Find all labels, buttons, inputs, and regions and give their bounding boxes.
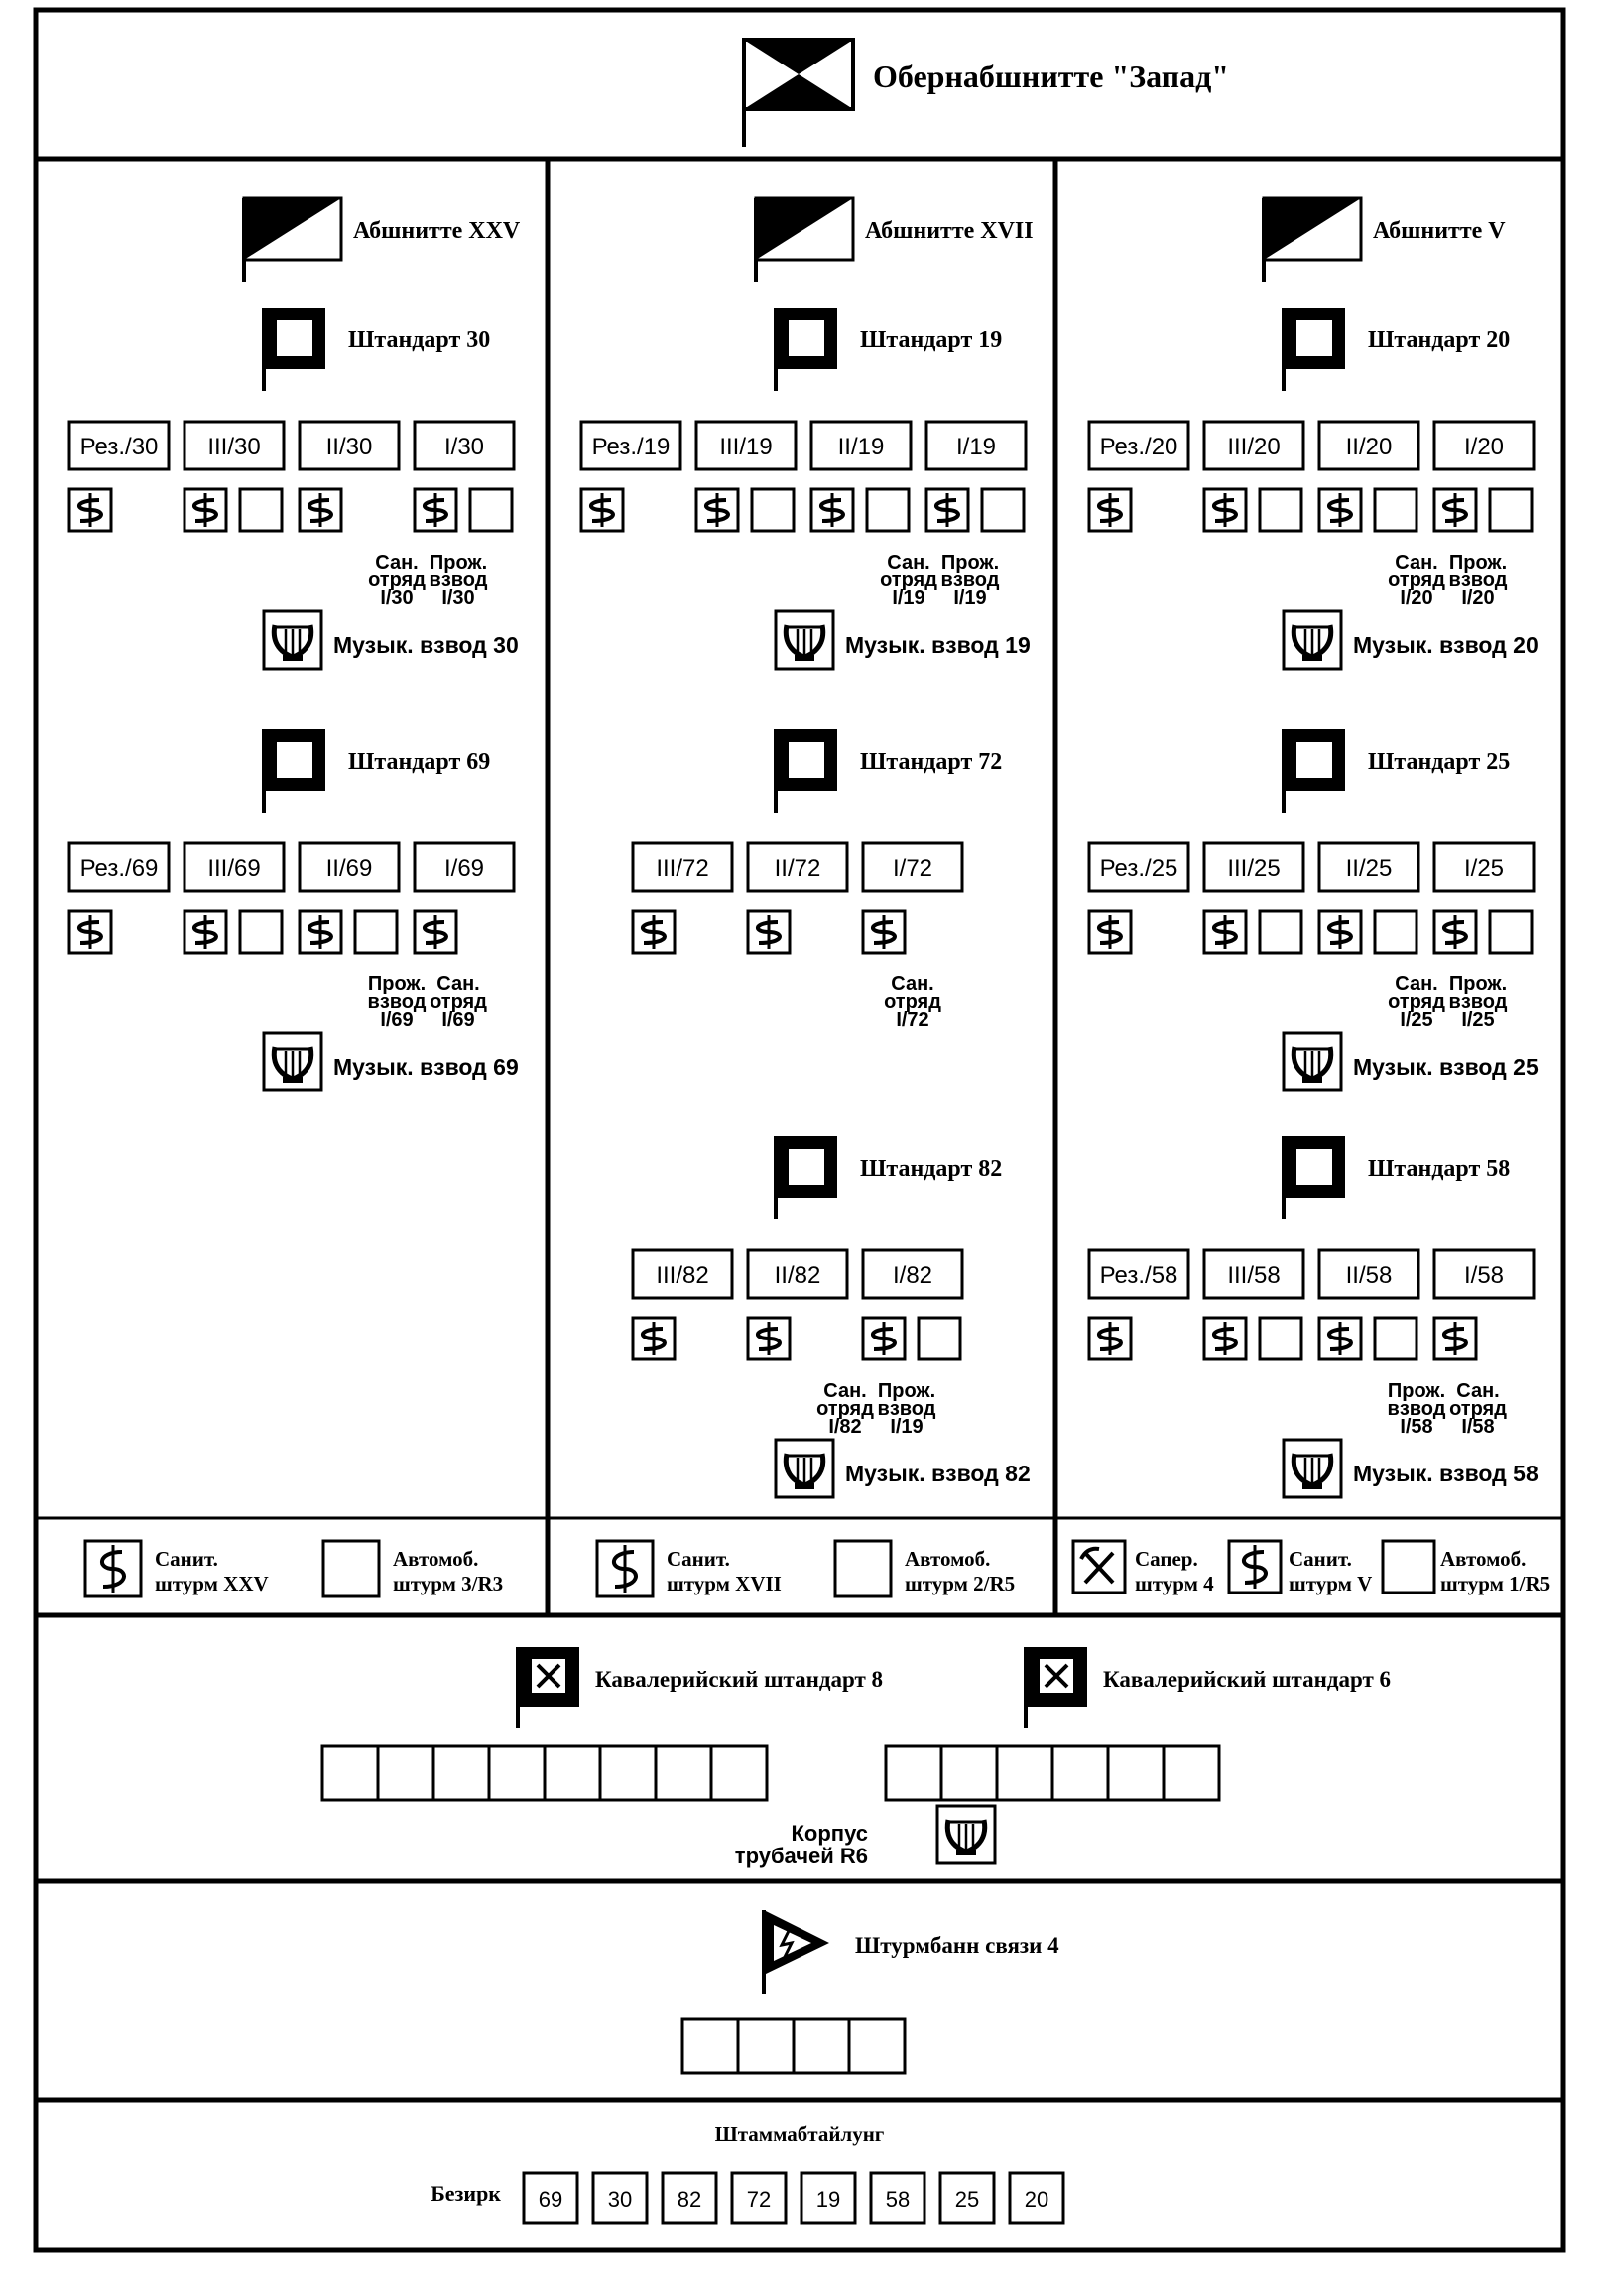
columns <box>69 198 1550 1596</box>
cavalry-unit-box <box>433 1746 489 1800</box>
unit-label: II/30 <box>325 434 373 460</box>
unit-note <box>368 973 427 1031</box>
standard-block <box>1089 729 1539 1090</box>
footer-label: Санит. <box>667 1547 730 1571</box>
footer-label: штурм XVII <box>667 1572 782 1595</box>
music-platoon-label: Музык. взвод 58 <box>1353 1461 1539 1486</box>
unit-note-line: I/58 <box>1400 1416 1433 1438</box>
standard-name: Штандарт 69 <box>348 749 491 775</box>
unit-note-line: отряд <box>430 991 487 1013</box>
district-number: 30 <box>607 2187 633 2212</box>
lyre-base <box>795 655 814 661</box>
unit-label: Рез./19 <box>591 434 671 460</box>
unit-label: III/30 <box>207 434 261 460</box>
unit-note-line: Сан. <box>823 1380 867 1402</box>
cavalry-unit-box <box>656 1746 711 1800</box>
unit-note-line: I/20 <box>1400 587 1433 609</box>
unit-note-line: Прож. <box>429 552 488 574</box>
unit-note-line: отряд <box>884 991 941 1013</box>
unit-note-line: отряд <box>1449 1398 1507 1420</box>
standard-name: Штандарт 25 <box>1368 749 1511 775</box>
cavalry-unit-box <box>489 1746 545 1800</box>
cavalry-unit-box <box>1164 1746 1219 1800</box>
unit-note <box>430 973 487 1031</box>
district-number: 19 <box>815 2187 841 2212</box>
unit-note <box>1449 973 1508 1031</box>
page-title: Обернабшнитте "Запад" <box>873 59 1230 94</box>
unit-note-line: Сан. <box>887 552 930 574</box>
standard-name: Штандарт 58 <box>1368 1156 1511 1182</box>
unit-label: I/82 <box>892 1262 933 1289</box>
lyre-base <box>1302 655 1322 661</box>
unit-note <box>1449 1380 1507 1438</box>
unit-note-line: I/25 <box>1461 1009 1495 1031</box>
empty-box <box>355 911 397 953</box>
unit-note-line: отряд <box>816 1398 874 1420</box>
unit-note-line: I/30 <box>441 587 475 609</box>
signals-unit-box <box>849 2019 905 2073</box>
unit-note-line: Прож. <box>1448 973 1508 995</box>
column-title: Абшнитте XVII <box>865 218 1034 244</box>
empty-box <box>1375 489 1417 531</box>
music-platoon-label: Музык. взвод 30 <box>333 632 519 658</box>
footer-label: Автомоб. <box>905 1547 991 1571</box>
cavalry-unit-box <box>941 1746 997 1800</box>
unit-note-line: Сан. <box>436 973 480 995</box>
unit-note-line: отряд <box>1388 570 1445 591</box>
flag-inner <box>1296 320 1332 356</box>
empty-box <box>240 489 282 531</box>
cavalry-unit-box <box>600 1746 656 1800</box>
cavalry-unit-box <box>886 1746 941 1800</box>
flag-inner <box>277 742 312 778</box>
signals-unit-box <box>738 2019 794 2073</box>
unit-note-line: Прож. <box>877 1380 936 1402</box>
unit-note-line: взвод <box>1448 570 1508 591</box>
empty-box <box>752 489 794 531</box>
unit-note-line: I/19 <box>892 587 925 609</box>
column-2 <box>581 198 1034 1596</box>
lyre-base <box>1302 1483 1322 1489</box>
unit-label: II/72 <box>774 855 821 882</box>
signals-name: Штурмбанн связи 4 <box>855 1933 1059 1958</box>
footer-label: штурм 2/R5 <box>905 1572 1016 1595</box>
lyre-base <box>1302 1077 1322 1083</box>
cavalry-unit-box <box>711 1746 767 1800</box>
unit-note <box>884 973 941 1031</box>
unit-note-line: взвод <box>429 570 488 591</box>
unit-note-line: Прож. <box>940 552 1000 574</box>
unit-note-line: взвод <box>367 991 427 1013</box>
cavalry-unit-box <box>378 1746 433 1800</box>
unit-label: III/69 <box>207 855 261 882</box>
footer-label: Автомоб. <box>1440 1547 1527 1571</box>
unit-note-line: Сан. <box>1456 1380 1500 1402</box>
stamm-title: Штаммабтайлунг <box>714 2122 885 2146</box>
unit-label: II/82 <box>774 1262 821 1289</box>
unit-label: I/69 <box>443 855 485 882</box>
empty-box <box>1490 911 1532 953</box>
unit-note <box>1388 1380 1446 1438</box>
unit-note <box>1388 973 1445 1031</box>
unit-note-line: Прож. <box>1387 1380 1446 1402</box>
unit-note-line: I/82 <box>828 1416 862 1438</box>
unit-label: I/72 <box>892 855 933 882</box>
cavalry-section <box>322 1647 1391 1868</box>
unit-note-line: взвод <box>1448 991 1508 1013</box>
empty-box <box>1375 1318 1417 1359</box>
footer-label: штурм 1/R5 <box>1440 1572 1551 1595</box>
unit-note <box>1388 552 1445 609</box>
unit-note-line: I/19 <box>890 1416 924 1438</box>
unit-label: III/19 <box>719 434 773 460</box>
cavalry-unit-box <box>1052 1746 1108 1800</box>
cavalry-unit-box <box>545 1746 600 1800</box>
flag-inner <box>789 320 824 356</box>
unit-label: I/30 <box>443 434 485 460</box>
music-platoon-label: Музык. взвод 82 <box>845 1461 1031 1486</box>
unit-label: Рез./25 <box>1099 855 1178 882</box>
unit-label: I/20 <box>1463 434 1505 460</box>
unit-label: I/19 <box>955 434 997 460</box>
standard-name: Штандарт 19 <box>860 327 1003 353</box>
flag-inner <box>789 742 824 778</box>
column-footer <box>1073 1541 1550 1595</box>
unit-note-line: Прож. <box>367 973 427 995</box>
empty-box <box>240 911 282 953</box>
empty-box <box>1375 911 1417 953</box>
standard-block <box>633 729 1002 1031</box>
bottom-sections <box>322 1647 1391 2223</box>
column-title: Абшнитте XXV <box>353 218 521 244</box>
stamm-section <box>431 2122 1063 2223</box>
unit-label: Рез./30 <box>79 434 159 460</box>
music-platoon-label: Музык. взвод 69 <box>333 1054 519 1080</box>
trumpeters-label: трубачей R6 <box>734 1844 868 1868</box>
music-platoon-label: Музык. взвод 19 <box>845 632 1031 658</box>
unit-note-line: Сан. <box>891 973 934 995</box>
unit-note-line: I/58 <box>1461 1416 1495 1438</box>
footer-label: Санит. <box>155 1547 218 1571</box>
flag-inner <box>789 1149 824 1185</box>
cavalry-name: Кавалерийский штандарт 6 <box>1103 1667 1392 1692</box>
standard-block <box>581 308 1031 669</box>
unit-label: I/25 <box>1463 855 1505 882</box>
unit-label: II/25 <box>1345 855 1393 882</box>
unit-note-line: Сан. <box>1395 552 1438 574</box>
trumpeters-label: Корпус <box>791 1821 868 1846</box>
signals-unit-box <box>794 2019 849 2073</box>
district-number: 25 <box>954 2187 980 2212</box>
unit-label: II/19 <box>837 434 885 460</box>
header <box>744 40 1229 147</box>
signals-unit-box <box>682 2019 738 2073</box>
footer-label: Автомоб. <box>393 1547 479 1571</box>
column-3 <box>1073 198 1550 1595</box>
lyre-base <box>283 1077 303 1083</box>
car-unit-box <box>1383 1541 1434 1593</box>
footer-label: штурм V <box>1289 1572 1373 1595</box>
unit-note <box>368 552 426 609</box>
unit-label: III/58 <box>1227 1262 1281 1289</box>
district-number: 20 <box>1024 2187 1049 2212</box>
unit-label: Рез./20 <box>1099 434 1178 460</box>
column-footer <box>597 1541 1015 1596</box>
unit-note <box>880 552 937 609</box>
unit-label: Рез./58 <box>1099 1262 1178 1289</box>
unit-note-line: отряд <box>1388 991 1445 1013</box>
footer-label: Сапер. <box>1135 1547 1198 1571</box>
column-footer <box>85 1541 503 1596</box>
standard-name: Штандарт 82 <box>860 1156 1003 1182</box>
music-platoon-label: Музык. взвод 20 <box>1353 632 1539 658</box>
standard-block <box>69 308 519 669</box>
empty-box <box>919 1318 960 1359</box>
cavalry-name: Кавалерийский штандарт 8 <box>595 1667 884 1692</box>
unit-label: II/20 <box>1345 434 1393 460</box>
unit-note-line: Сан. <box>375 552 419 574</box>
music-platoon-label: Музык. взвод 25 <box>1353 1054 1539 1080</box>
flag-inner <box>1296 742 1332 778</box>
hourglass-flag-icon <box>744 40 853 147</box>
empty-box <box>1260 489 1301 531</box>
signals-section <box>682 1910 1059 2073</box>
column-1 <box>69 198 521 1596</box>
unit-note-line: I/25 <box>1400 1009 1433 1031</box>
unit-note <box>1449 552 1508 609</box>
district-number: 72 <box>746 2187 772 2212</box>
footer-label: штурм 3/R3 <box>393 1572 504 1595</box>
lyre-base <box>956 1850 976 1855</box>
column-title: Абшнитте V <box>1373 218 1506 244</box>
cavalry-unit-box <box>322 1746 378 1800</box>
unit-note-line: I/72 <box>896 1009 929 1031</box>
car-unit-box <box>323 1541 379 1596</box>
district-number: 69 <box>538 2187 563 2212</box>
standard-name: Штандарт 30 <box>348 327 491 353</box>
unit-note-line: Прож. <box>1448 552 1508 574</box>
unit-note-line: I/19 <box>953 587 987 609</box>
unit-note-line: отряд <box>880 570 937 591</box>
footer-label: штурм 4 <box>1135 1572 1214 1595</box>
unit-note-line: взвод <box>877 1398 936 1420</box>
unit-note-line: взвод <box>940 570 1000 591</box>
unit-note <box>430 552 488 609</box>
empty-box <box>867 489 909 531</box>
standard-block <box>1089 308 1539 669</box>
footer-label: Санит. <box>1289 1547 1352 1571</box>
unit-note-line: I/20 <box>1461 587 1495 609</box>
unit-label: III/82 <box>656 1262 709 1289</box>
unit-note <box>941 552 1000 609</box>
district-number: 58 <box>885 2187 911 2212</box>
standard-block <box>1089 1136 1539 1497</box>
unit-note-line: отряд <box>368 570 426 591</box>
unit-note-line: I/30 <box>380 587 414 609</box>
footer-label: штурм XXV <box>155 1572 269 1595</box>
empty-box <box>1260 911 1301 953</box>
empty-box <box>470 489 512 531</box>
unit-note-line: I/69 <box>380 1009 414 1031</box>
unit-label: III/20 <box>1227 434 1281 460</box>
standard-name: Штандарт 20 <box>1368 327 1511 353</box>
standard-block <box>69 729 519 1090</box>
empty-box <box>1260 1318 1301 1359</box>
standard-name: Штандарт 72 <box>860 749 1003 775</box>
lyre-base <box>795 1483 814 1489</box>
unit-note <box>816 1380 874 1438</box>
unit-label: III/25 <box>1227 855 1281 882</box>
flag-inner <box>277 320 312 356</box>
cavalry-unit-box <box>1108 1746 1164 1800</box>
unit-label: III/72 <box>656 855 709 882</box>
unit-label: II/69 <box>325 855 373 882</box>
unit-label: I/58 <box>1463 1262 1505 1289</box>
unit-note <box>878 1380 936 1438</box>
unit-label: II/58 <box>1345 1262 1393 1289</box>
lyre-base <box>283 655 303 661</box>
flag-inner <box>1296 1149 1332 1185</box>
unit-note-line: I/69 <box>441 1009 475 1031</box>
standard-block <box>633 1136 1031 1497</box>
unit-note-line: взвод <box>1387 1398 1446 1420</box>
car-unit-box <box>835 1541 891 1596</box>
cavalry-unit-box <box>997 1746 1052 1800</box>
unit-note-line: Сан. <box>1395 973 1438 995</box>
district-label: Безирк <box>431 2181 501 2206</box>
unit-label: Рез./69 <box>79 855 159 882</box>
empty-box <box>982 489 1024 531</box>
empty-box <box>1490 489 1532 531</box>
district-number: 82 <box>677 2187 702 2212</box>
